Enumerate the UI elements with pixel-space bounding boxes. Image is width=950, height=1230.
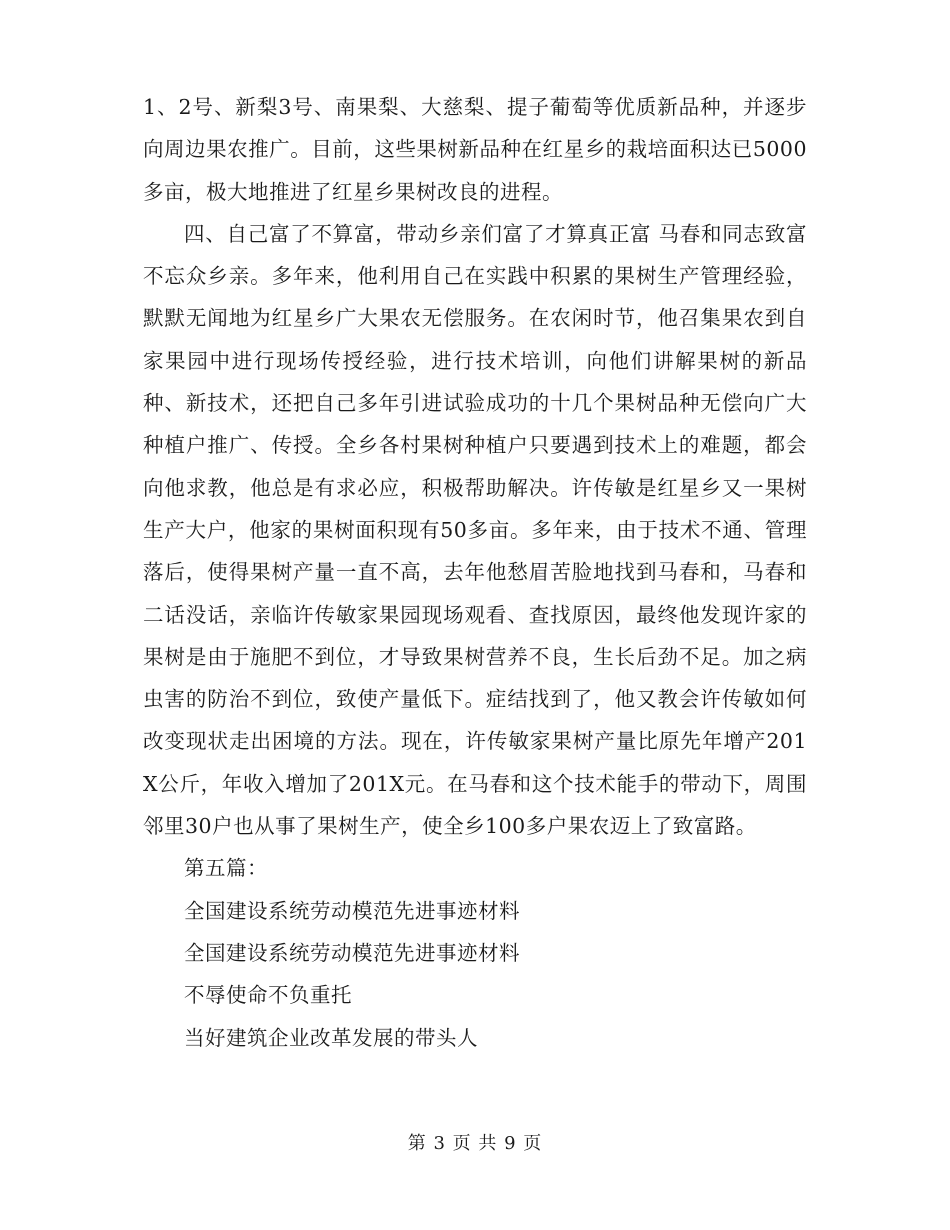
page-number-footer: 第 3 页 共 9 页: [407, 1133, 543, 1154]
section-label: 第五篇：: [184, 856, 268, 881]
document-body: [143, 86, 807, 1059]
title-line: 全国建设系统劳动模范先进事迹材料: [184, 898, 520, 923]
paragraph-section-four: 四、自己富了不算富，带动乡亲们富了才算真正富 马春和同志致富不忘众乡亲。多年来，他利用自己在实践中积累的果树生产管理经验，默默无闻地为红星乡广大果农无偿服务。在农闲时节，他召集果农到自家果园中进行现场传授经验，进行技术培训，向他们讲解果树的新品种、新技术，还把自己多年引进试验成功的十几个果树品种无偿向广大种植户推广、传授。全乡各村果树种植户只要遇到技术上的难题，都会向他求教，他总是有求必应，积极帮助解决。许传敏是红星乡又一果树生产大户，他家的果树面积现有50多亩。多年来，由于技术不通、管理落后，使得果树产量一直不高，去年他愁眉苦脸地找到马春和，马春和二话没话，亲临许传敏家果园现场观看、查找原因，最终他发现许家的果树是由于施肥不到位，才导致果树营养不良，生长后劲不足。加之病虫害的防治不到位，致使产量低下。症结找到了，他又教会许传敏如何改变现状走出困境的方法。现在，许传敏家果树产量比原先年增产201X公斤，年收入增加了201X元。在马春和这个技术能手的带动下，周围邻里30户也从事了果树生产，使全乡100多户果农迈上了致富路。: [143, 221, 807, 839]
subtitle-line: 不辱使命不负重托: [184, 983, 352, 1008]
subtitle-line: 当好建筑企业改革发展的带头人: [184, 1025, 478, 1050]
paragraph-continuation: 1、2号、新梨3号、南果梨、大慈梨、提子葡萄等优质新品种，并逐步向周边果农推广。目前，这些果树新品种在红星乡的栽培面积达已5000多亩，极大地推进了红星乡果树改良的进程。: [143, 95, 807, 204]
title-line: 全国建设系统劳动模范先进事迹材料: [184, 940, 520, 965]
